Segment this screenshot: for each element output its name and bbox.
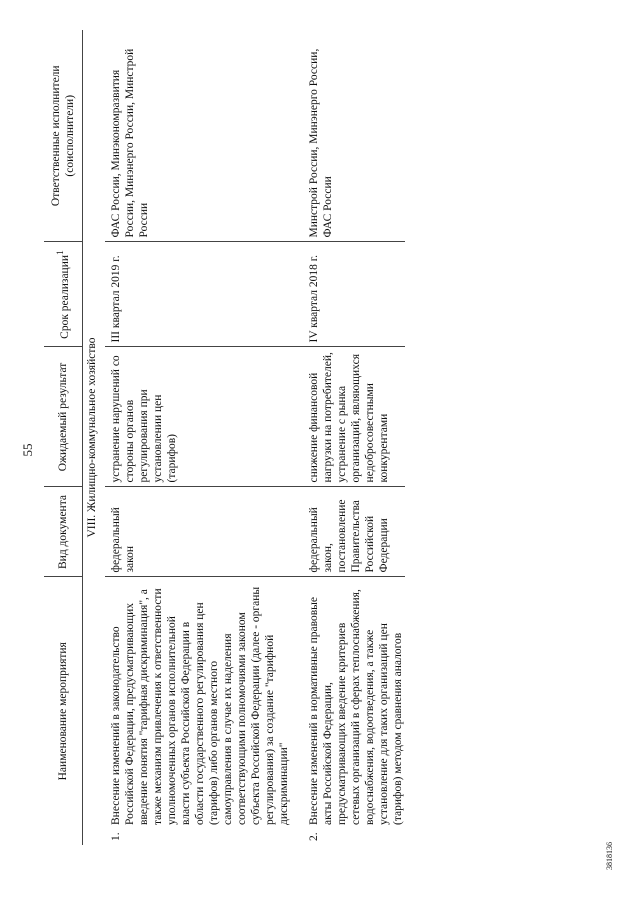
cell-deadline: IV квартал 2018 г. (303, 242, 405, 347)
cell-result: устранение нарушений со стороны органов регулирования при установлении цен (тарифов) (105, 347, 303, 487)
cell-name (303, 577, 405, 845)
measure-name: Внесение изменений в законодательство Российской Федерации, предусматривающих введение понятия "тарифная дискриминация", а также механизм привлечения к ответственности уполномоченных органов исполнительной власти субъекта Российской Федерации в области государственного регулирования цен (тарифов) либо органов местного самоуправления в случае их наделения соответствующими полномочиями законом субъекта Российской Федерации (далее - органы регулирования) за создание "тарифной дискриминации" (110, 586, 290, 825)
measure-name: Внесение изменений в нормативные правовые акты Российской Федерации, предусматривающих введение критериев сетевых организаций в сферах теплоснабжения, водоснабжения, водоотведения, а также установление для таких организаций цен (тарифов) методом сравнения аналогов (308, 589, 404, 825)
header-result: Ожидаемый результат (44, 347, 83, 487)
header-executors: Ответственные исполнители (соисполнители) (44, 30, 83, 242)
header-deadline-label: Срок реализации (58, 254, 71, 339)
section-title: VIII. Жилищно-коммунальное хозяйство (86, 337, 98, 538)
table-row (105, 30, 303, 845)
header-doc-type: Вид документа (44, 487, 83, 577)
document-code: 3818136 (605, 842, 614, 870)
footnote-marker: 1 (55, 250, 67, 255)
cell-deadline: III квартал 2019 г. (105, 242, 303, 347)
section-row (83, 30, 106, 845)
page-number: 55 (20, 443, 35, 457)
cell-executors: ФАС России, Минэкономразвития России, Минэнерго России, Минстрой России (105, 30, 303, 242)
table-header-row (44, 30, 83, 845)
header-deadline (44, 242, 83, 347)
cell-executors: Минстрой России, Минэнерго России, ФАС России (303, 30, 405, 242)
rotated-page (20, 30, 620, 870)
cell-doc-type: федеральный закон (105, 487, 303, 577)
header-name: Наименование мероприятия (44, 577, 83, 845)
measures-table (44, 30, 405, 845)
cell-result: снижение финансовой нагрузки на потребителей, устранение с рынка организаций, являющихся недобросовестными конкурентами (303, 347, 405, 487)
row-number: 2. (308, 832, 320, 841)
table-row (303, 30, 405, 845)
cell-doc-type: федеральный закон, постановление Правительства Российской Федерации (303, 487, 405, 577)
row-number: 1. (110, 832, 122, 841)
cell-name (105, 577, 303, 845)
